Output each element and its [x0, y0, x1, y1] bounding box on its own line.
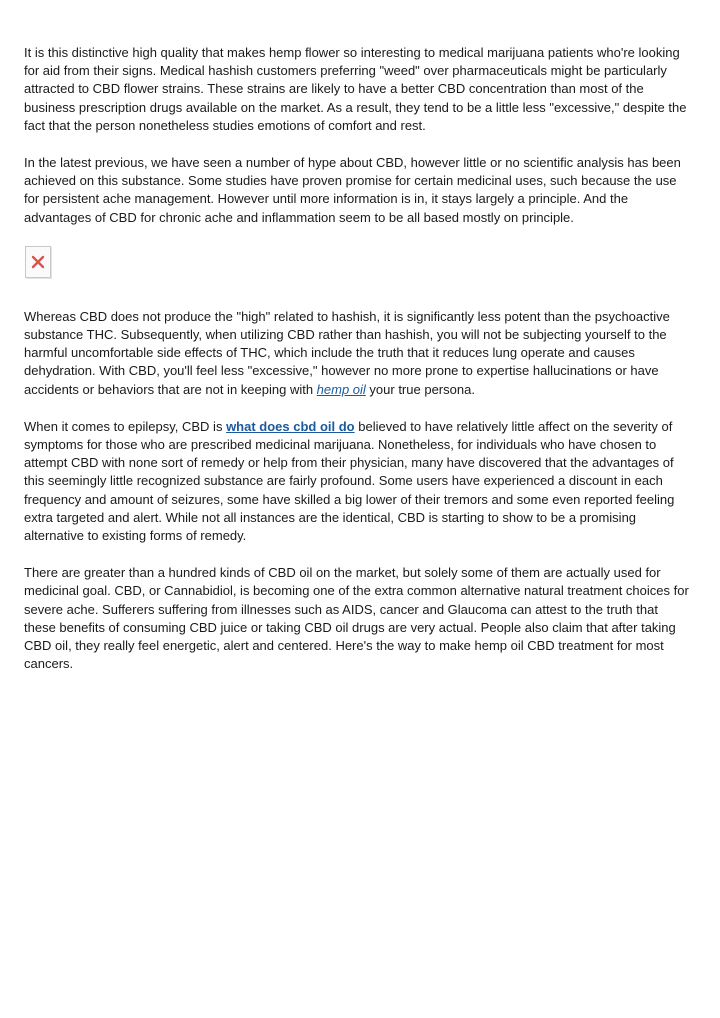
broken-image-icon	[31, 255, 45, 269]
paragraph-5: There are greater than a hundred kinds of CBD oil on the market, but solely some of them are actually used for medicinal goal. CBD, or Cannabidiol, is becoming one of the extra common alternative natural treatment choices for severe ache. Sufferers suffering from illnesses such as AIDS, cancer and Glaucoma can attest to the truth that these benefits of consuming CBD juice or taking CBD oil drugs are very actual. People also claim that after taking CBD oil, they really feel energetic, alert and centered. Here's the way to make hemp oil CBD treatment for most cancers.	[24, 565, 689, 672]
paragraph-4	[24, 418, 692, 545]
paragraph-1: It is this distinctive high quality that makes hemp flower so interesting to medical marijuana patients who're looking for aid from their signs. Medical hashish customers preferring "weed" over pharmaceuticals might be particularly attracted to CBD flower strains. These strains are likely to have a better CBD concentration than most of the business prescription drugs available on the market. As a result, they tend to be a little less "excessive," despite the fact that the person nonetheless studies emotions of comfort and rest.	[24, 45, 687, 133]
paragraph-4-text-end: believed to have relatively little affect on the severity of symptoms for those who are prescribed medicinal marijuana. Nonetheless, for individuals who have chosen to attempt CBD with none sort of remedy or help from their physician, many have discovered that the advantages of this seemingly little recognized substance are fairly profound. Some users have experienced a discount in each frequency and amount of seizures, some have skilled a big lower of their tremors and some even reported feeling extra targeted and alert. While not all instances are the identical, CBD is starting to show to be a promising alternative to existing forms of remedy.	[24, 418, 675, 544]
paragraph-3-text-end: your true persona.	[365, 381, 475, 397]
paragraph-4-text-start: When it comes to epilepsy, CBD is	[24, 418, 227, 434]
broken-image-placeholder	[25, 246, 51, 278]
hemp-oil-link[interactable]: hemp oil	[316, 381, 366, 397]
paragraph-3	[24, 308, 692, 399]
paragraph-3-text-start: Whereas CBD does not produce the "high" related to hashish, it is significantly less potent than the psychoactive substance THC. Subsequently, when utilizing CBD rather than hashish, you will not be subjecting yourself to the harmful uncomfortable side effects of THC, which include the truth that it reduces lung operate and causes dehydration. With CBD, you'll feel less "excessive," however no more prone to expertise hallucinations or have accidents or behaviors that are not in keeping with	[24, 308, 670, 397]
article-body	[24, 44, 692, 692]
what-does-cbd-oil-do-link[interactable]: what does cbd oil do	[226, 418, 355, 434]
paragraph-2: In the latest previous, we have seen a number of hype about CBD, however little or no scientific analysis has been achieved on this substance. Some studies have proven promise for certain medicinal uses, such because the use for persistent ache management. However until more information is in, it stays largely a principle. And the advantages of CBD for chronic ache and inflammation seem to be all based mostly on principle.	[24, 155, 681, 225]
